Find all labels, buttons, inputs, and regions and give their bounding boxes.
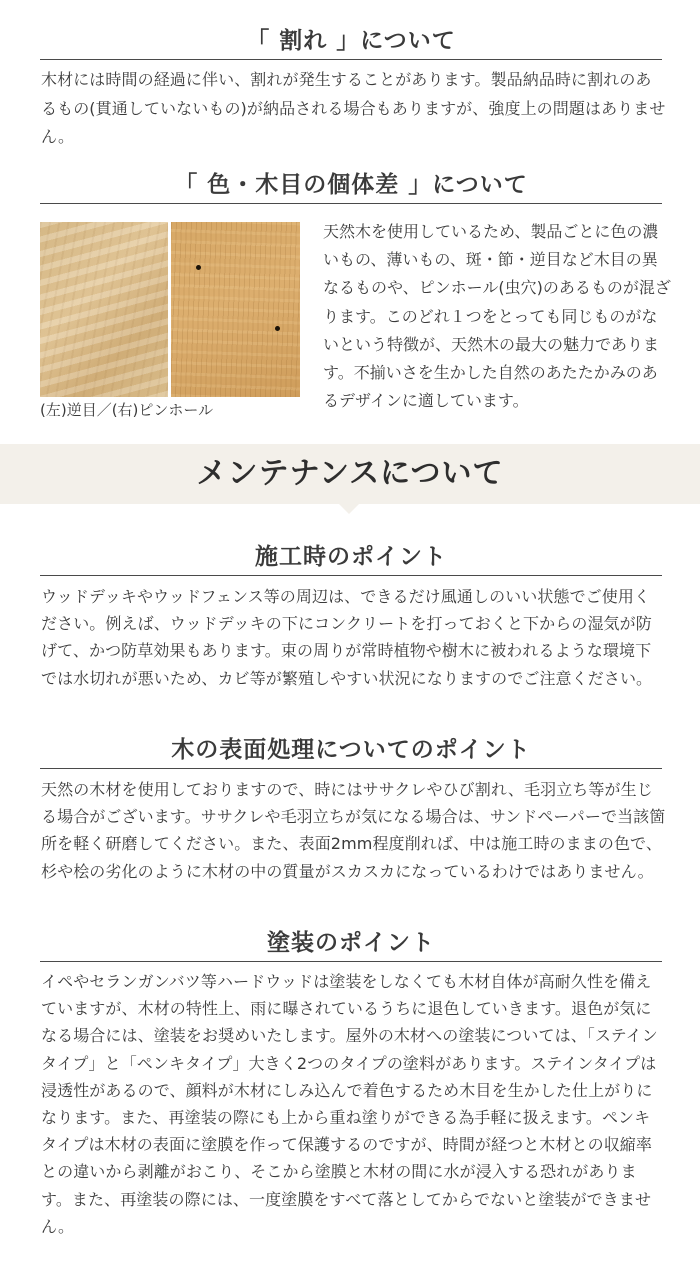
- crack-description: 木材には時間の経過に伴い、割れが発生することがあります。製品納品時に割れのあるもの(貫通していないもの)が納品される場合もありますが、強度上の問題はありません。: [41, 70, 666, 147]
- reverse-grain-photo: [40, 222, 168, 397]
- pinhole-photo: [171, 222, 300, 397]
- grain-section-title: 「 色・木目の個体差 」について: [40, 166, 662, 204]
- pinhole-mark: [275, 326, 280, 331]
- construction-section-title: 施工時のポイント: [40, 538, 662, 576]
- photo-caption: (左)逆目／(右)ピンホール: [40, 401, 214, 419]
- paint-description: イペやセランガンバツ等ハードウッドは塗装をしなくても木材自体が高耐久性を備えていますが、木材の特性上、雨に曝されているうちに退色していきます。退色が気になる場合には、塗装をお奨めいたします。屋外の木材への塗装については、「ステインタイプ」と「ペンキタイプ」大きく2つのタイプの塗料があります。ステインタイプは浸透性があるので、顔料が木材にしみ込んで着色するため木目を生かした仕上がりになります。また、再塗装の際にも上から重ね塗りができる為手軽に扱えます。ペンキタイプは木材の表面に塗膜を作って保護するのですが、時間が経つと木材との収縮率との違いから剥離がおこり、そこから塗膜と木材の間に水が浸入する恐れがあります。また、再塗装の際には、一度塗膜をすべて落としてからでないと塗装ができません。: [41, 972, 658, 1236]
- surface-section-title: 木の表面処理についてのポイント: [40, 731, 662, 769]
- surface-description: 天然の木材を使用しておりますので、時にはササクレやひび割れ、毛羽立ち等が生じる場合がございます。ササクレや毛羽立ちが気になる場合は、サンドペーパーで当該箇所を軽く研磨してください。また、表面2mm程度削れば、中は施工時のままの色で、杉や桧の劣化のように木材の中の質量がスカスカになっているわけではありません。: [41, 780, 666, 881]
- pinhole-mark: [196, 265, 201, 270]
- grain-description: 天然木を使用しているため、製品ごとに色の濃いもの、薄いもの、斑・節・逆目など木目の異なるものや、ピンホール(虫穴)のあるものが混ざります。このどれ１つをとっても同じものがないという特徴が、天然木の最大の魅力であります。不揃いさを生かした自然のあたたかみのあるデザインに適しています。: [323, 222, 671, 411]
- paint-section-title: 塗装のポイント: [40, 924, 662, 962]
- wood-sample-photos: [40, 222, 300, 397]
- construction-description: ウッドデッキやウッドフェンス等の周辺は、できるだけ風通しのいい状態でご使用ください。例えば、ウッドデッキの下にコンクリートを打っておくと下からの湿気が防げて、かつ防草効果もあります。束の周りが常時植物や樹木に被われるような環境下では水切れが悪いため、カビ等が繁殖しやすい状況になりますのでご注意ください。: [41, 587, 653, 688]
- crack-section-title: 「 割れ 」について: [40, 22, 662, 60]
- banner-arrow-icon: [339, 504, 359, 514]
- maintenance-heading: メンテナンスについて: [196, 456, 504, 491]
- maintenance-banner: [0, 444, 700, 504]
